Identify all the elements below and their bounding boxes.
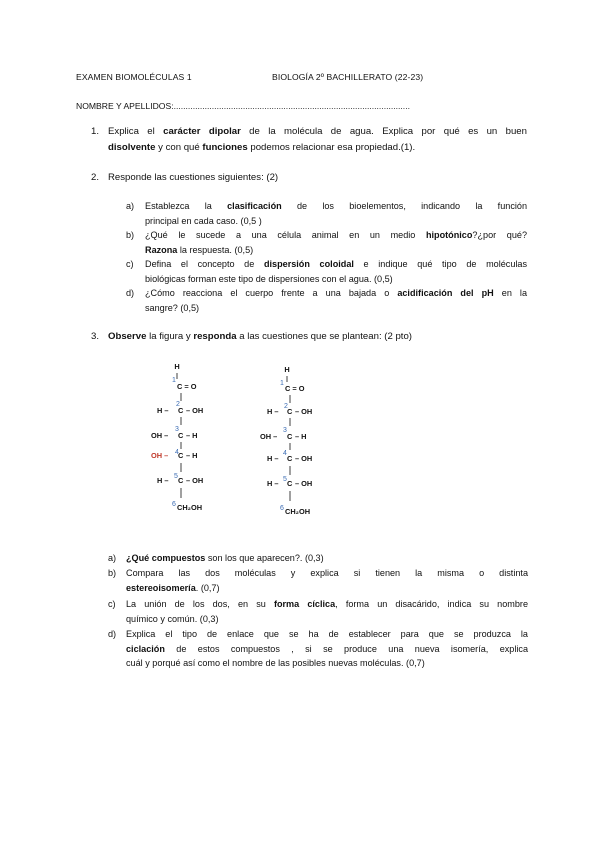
q2a-letter: a) bbox=[126, 201, 135, 211]
q2b-line-1: ¿Qué le sucede a una célula animal en un medio hipotónico?¿por qué? bbox=[145, 230, 528, 240]
m2-num-5: 5 bbox=[283, 476, 287, 483]
q2-number: 2. bbox=[91, 172, 100, 183]
m2-r2-left: H – bbox=[267, 407, 279, 416]
m2-r4-right: – OH bbox=[295, 454, 313, 463]
q3b-line-1: Compara las dos moléculas y explica si tienen la misma o distinta bbox=[126, 568, 528, 578]
q3b-line-2: estereoisomería. (0,7) bbox=[126, 582, 220, 593]
m1-num-1: 1 bbox=[172, 377, 176, 384]
m1-r2-left: H – bbox=[157, 406, 169, 415]
q3b-letter: b) bbox=[108, 568, 117, 578]
q1-line-1: Explica el carácter dipolar de la molécula de agua. Explica por qué es un buen bbox=[108, 126, 527, 137]
m1-r5-right: – OH bbox=[186, 476, 204, 485]
q1-line-2: disolvente y con qué funciones podemos relacionar esa propiedad.(1). bbox=[108, 142, 416, 153]
q3a-letter: a) bbox=[108, 553, 117, 563]
m2-top-h: H bbox=[284, 365, 290, 374]
m1-r3-c: C bbox=[178, 431, 184, 440]
q2b bbox=[145, 228, 527, 257]
m2-r3-left: OH – bbox=[260, 432, 278, 441]
m1-r5-c: C bbox=[178, 476, 184, 485]
q2d-line-2: sangre? (0,5) bbox=[145, 302, 200, 313]
q2b-letter: b) bbox=[126, 230, 135, 240]
q3d-letter: d) bbox=[108, 629, 117, 639]
m1-num-6: 6 bbox=[172, 501, 176, 508]
m1-num-4: 4 bbox=[175, 449, 179, 456]
q3-number: 3. bbox=[91, 331, 100, 342]
m1-num-5: 5 bbox=[174, 473, 178, 480]
m2-num-2: 2 bbox=[284, 403, 288, 410]
m1-r5-left: H – bbox=[157, 476, 169, 485]
m1-r2-c: C bbox=[178, 406, 184, 415]
q2a bbox=[145, 199, 527, 228]
m2-r4-c: C bbox=[287, 454, 293, 463]
question-1 bbox=[108, 124, 527, 156]
q2b-line-2: Razona la respuesta. (0,5) bbox=[145, 244, 254, 255]
molecule-1 bbox=[151, 362, 203, 512]
q2c-line-1: Defina el concepto de dispersión coloidal e indique qué tipo de moléculas bbox=[145, 259, 528, 269]
q3d-line-1: Explica el tipo de enlace que se ha de establecer para que se produzca la bbox=[126, 629, 528, 639]
m1-r2-right: – OH bbox=[186, 406, 204, 415]
question-3: Observe la figura y responda a las cuestiones que se plantean: (2 pto) bbox=[108, 331, 412, 342]
q3c-line-1: La unión de los dos, en su forma cíclica, forma un disacárido, indica su nombre bbox=[126, 599, 528, 609]
q2c-line-2: biológicas forman este tipo de dispersiones con el agua. (0,5) bbox=[145, 273, 393, 284]
molecule-2 bbox=[260, 365, 312, 516]
fischer-figure bbox=[140, 360, 340, 520]
m1-num-2: 2 bbox=[176, 401, 180, 408]
m2-r3-c: C bbox=[287, 432, 293, 441]
m1-num-3: 3 bbox=[175, 426, 179, 433]
m2-bottom: CH₂OH bbox=[285, 507, 311, 516]
m1-r4-c: C bbox=[178, 451, 184, 460]
q3b bbox=[126, 566, 528, 595]
q3a: ¿Qué compuestos son los que aparecen?. (0,3) bbox=[126, 553, 324, 563]
q2a-line-1: Establezca la clasificación de los bioelementos, indicando la función bbox=[145, 201, 527, 211]
m2-r5-c: C bbox=[287, 479, 293, 488]
exam-title: EXAMEN BIOMOLÉCULAS 1 bbox=[76, 72, 192, 82]
q2d bbox=[145, 286, 527, 315]
q2d-line-1: ¿Cómo reacciona el cuerpo frente a una bajada o acidificación del pH en la bbox=[145, 288, 527, 298]
m2-num-1: 1 bbox=[280, 380, 284, 387]
q3c bbox=[126, 597, 528, 626]
m2-c1: C = O bbox=[285, 384, 305, 393]
q3d-line-3: cuál y porqué así como el nombre de las posibles nuevas moléculas. (0,7) bbox=[126, 658, 425, 668]
m1-r4-right: – H bbox=[186, 451, 198, 460]
m2-num-6: 6 bbox=[280, 505, 284, 512]
m2-r4-left: H – bbox=[267, 454, 279, 463]
m2-r5-right: – OH bbox=[295, 479, 313, 488]
m2-num-3: 3 bbox=[283, 427, 287, 434]
q2c bbox=[145, 257, 527, 286]
m2-num-4: 4 bbox=[283, 450, 287, 457]
m1-c1: C = O bbox=[177, 382, 197, 391]
m1-r4-left-highlight: OH – bbox=[151, 451, 169, 460]
m2-r3-right: – H bbox=[295, 432, 307, 441]
q2a-line-2: principal en cada caso. (0,5 ) bbox=[145, 215, 262, 226]
q3c-line-2: químico y común. (0,3) bbox=[126, 613, 219, 624]
question-2: Responde las cuestiones siguientes: (2) bbox=[108, 172, 279, 183]
m2-r2-c: C bbox=[287, 407, 293, 416]
q3d bbox=[126, 627, 528, 671]
q1-number: 1. bbox=[91, 126, 100, 137]
q3d-line-2: ciclación de estos compuestos , si se produce una nueva isomería, explica bbox=[126, 643, 528, 654]
m1-r3-left: OH – bbox=[151, 431, 169, 440]
m2-r5-left: H – bbox=[267, 479, 279, 488]
m2-r2-right: – OH bbox=[295, 407, 313, 416]
m1-bottom: CH₂OH bbox=[177, 503, 203, 512]
m1-r3-right: – H bbox=[186, 431, 198, 440]
q2d-letter: d) bbox=[126, 288, 135, 298]
m1-top-h: H bbox=[174, 362, 180, 371]
q2c-letter: c) bbox=[126, 259, 134, 269]
q3c-letter: c) bbox=[108, 599, 116, 609]
name-line: NOMBRE Y APELLIDOS:................................................................................................... bbox=[76, 101, 410, 111]
course-title: BIOLOGÍA 2º BACHILLERATO (22-23) bbox=[272, 72, 424, 82]
